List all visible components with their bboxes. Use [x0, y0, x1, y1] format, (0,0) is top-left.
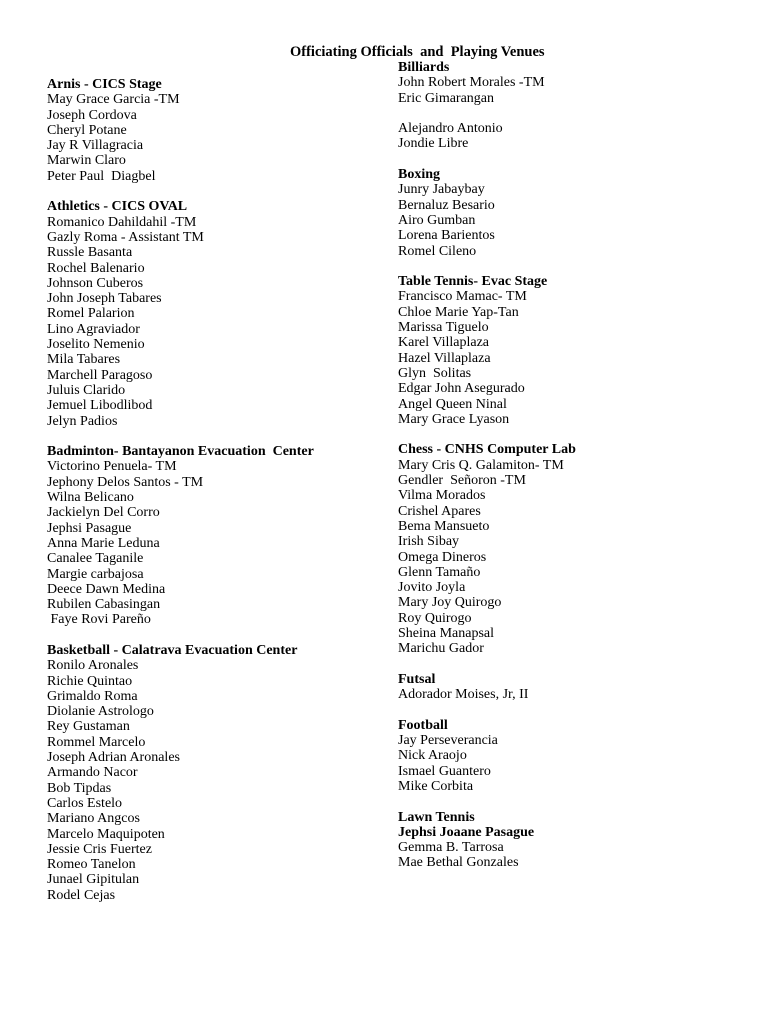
- official-name: Nick Araojo: [398, 748, 467, 764]
- official-name: Marwin Claro: [47, 153, 126, 169]
- official-name: Alejandro Antonio: [398, 121, 503, 137]
- official-name: Jovito Joyla: [398, 580, 466, 596]
- official-name: Joseph Cordova: [47, 107, 137, 123]
- official-name: Jelyn Padios: [47, 413, 118, 429]
- official-name: John Joseph Tabares: [47, 291, 162, 307]
- official-name: Rommel Marcelo: [47, 734, 146, 750]
- official-name: Jackielyn Del Corro: [47, 505, 160, 521]
- official-name: Jephsi Pasague: [47, 520, 132, 536]
- official-name: Richie Quintao: [47, 673, 133, 689]
- official-name: Angel Queen Ninal: [398, 396, 507, 412]
- official-name: Chloe Marie Yap-Tan: [398, 304, 519, 320]
- official-name: Joselito Nemenio: [47, 337, 145, 353]
- official-name: Marcelo Maquipoten: [47, 826, 165, 842]
- official-name: Bernaluz Besario: [398, 197, 495, 213]
- official-name: Deece Dawn Medina: [47, 581, 166, 597]
- official-name: Mariano Angcos: [47, 811, 140, 827]
- official-name: Johnson Cuberos: [47, 275, 144, 291]
- official-name: Hazel Villaplaza: [398, 350, 491, 366]
- official-name: Juluis Clarido: [47, 382, 126, 398]
- section-heading: Badminton- Bantayanon Evacuation Center: [47, 444, 314, 460]
- section-table-tennis: [398, 274, 758, 427]
- section-heading: Athletics - CICS OVAL: [47, 199, 188, 215]
- section-heading: Billiards: [398, 60, 450, 75]
- official-name: Mike Corbita: [398, 778, 474, 794]
- official-name: Sheina Manapsal: [398, 625, 495, 641]
- official-name: Carlos Estelo: [47, 795, 123, 811]
- official-name: Glyn Solitas: [398, 365, 472, 381]
- official-name: Lorena Barientos: [398, 228, 495, 244]
- section-chess: [398, 442, 758, 656]
- official-name: Cheryl Potane: [47, 122, 127, 138]
- section-heading: Lawn Tennis: [398, 809, 475, 825]
- left-column: [47, 77, 387, 918]
- section-heading: Futsal: [398, 671, 436, 687]
- official-name: Francisco Mamac- TM: [398, 289, 527, 305]
- official-name: Lino Agraviador: [47, 321, 140, 337]
- section-heading: Chess - CNHS Computer Lab: [398, 442, 576, 458]
- official-name: Armando Nacor: [47, 765, 138, 781]
- official-name: Mary Joy Quirogo: [398, 595, 502, 611]
- official-name: Jephony Delos Santos - TM: [47, 474, 204, 490]
- official-name: Mae Bethal Gonzales: [398, 855, 519, 871]
- official-name: Jay R Villagracia: [47, 138, 144, 154]
- official-name: Ronilo Aronales: [47, 658, 139, 674]
- official-name: John Robert Morales -TM: [398, 75, 545, 91]
- official-name: Gemma B. Tarrosa: [398, 840, 504, 856]
- official-name: Jondie Libre: [398, 136, 469, 152]
- official-name: Mary Cris Q. Galamiton- TM: [398, 457, 564, 473]
- right-column: [398, 60, 758, 886]
- official-name: Romanico Dahildahil -TM: [47, 214, 197, 230]
- official-name: Junael Gipitulan: [47, 872, 140, 888]
- official-name: Jessie Cris Fuertez: [47, 841, 152, 857]
- section-football: [398, 718, 758, 794]
- section-heading: Football: [398, 717, 448, 733]
- official-name: Glenn Tamaño: [398, 564, 481, 580]
- official-name: Irish Sibay: [398, 534, 460, 550]
- official-name: Wilna Belicano: [47, 490, 134, 506]
- section-arnis: [47, 77, 387, 184]
- official-name: Ismael Guantero: [398, 763, 491, 779]
- official-name: Mary Grace Lyason: [398, 411, 510, 427]
- official-name: Marichu Gador: [398, 641, 484, 657]
- official-name: Rochel Balenario: [47, 260, 145, 276]
- official-name: Diolanie Astrologo: [47, 704, 154, 720]
- section-basketball: [47, 643, 387, 903]
- section-heading: Table Tennis- Evac Stage: [398, 274, 548, 290]
- official-name: Rey Gustaman: [47, 719, 130, 735]
- official-name: Edgar John Asegurado: [398, 381, 525, 397]
- official-name: Margie carbajosa: [47, 566, 144, 582]
- official-name: May Grace Garcia -TM: [47, 92, 180, 108]
- page-title: Officiating Officials and Playing Venues: [290, 44, 545, 60]
- section-boxing: [398, 167, 758, 259]
- section-badminton: [47, 444, 387, 628]
- official-name: Russle Basanta: [47, 245, 133, 261]
- official-name: Bob Tipdas: [47, 780, 112, 796]
- official-name: Vilma Morados: [398, 488, 486, 504]
- official-name: Jemuel Libodlibod: [47, 398, 153, 414]
- official-name: Victorino Penuela- TM: [47, 459, 177, 475]
- official-name: Eric Gimarangan: [398, 90, 495, 106]
- official-name: Roy Quirogo: [398, 610, 472, 626]
- section-athletics: [47, 199, 387, 428]
- official-name: Gazly Roma - Assistant TM: [47, 229, 204, 245]
- official-name: Romel Palarion: [47, 306, 135, 322]
- official-name: Adorador Moises, Jr, II: [398, 687, 529, 703]
- official-name: Romel Cileno: [398, 243, 477, 259]
- section-heading: Basketball - Calatrava Evacuation Center: [47, 642, 298, 658]
- official-name: Jephsi Joaane Pasague: [398, 824, 535, 840]
- official-name: Anna Marie Leduna: [47, 535, 160, 551]
- official-name: Faye Rovi Pareño: [47, 612, 151, 628]
- official-name: Junry Jabaybay: [398, 182, 485, 198]
- blank-line: [398, 106, 758, 121]
- section-lawn-tennis: [398, 810, 758, 871]
- official-name: Peter Paul Diagbel: [47, 168, 156, 184]
- section-heading: Arnis - CICS Stage: [47, 77, 162, 92]
- official-name: Romeo Tanelon: [47, 857, 136, 873]
- official-name: Grimaldo Roma: [47, 688, 138, 704]
- official-name: Rubilen Cabasingan: [47, 597, 161, 613]
- official-name: Marissa Tiguelo: [398, 320, 489, 336]
- official-name: Mila Tabares: [47, 352, 121, 368]
- official-name: Airo Gumban: [398, 212, 476, 228]
- section-billiards: [398, 60, 758, 152]
- official-name: Karel Villaplaza: [398, 335, 490, 351]
- section-futsal: [398, 672, 758, 703]
- official-name: Marchell Paragoso: [47, 367, 153, 383]
- official-name: Gendler Señoron -TM: [398, 473, 526, 489]
- official-name: Rodel Cejas: [47, 887, 116, 903]
- official-name: Jay Perseverancia: [398, 733, 498, 749]
- official-name: Canalee Taganile: [47, 551, 144, 567]
- section-heading: Boxing: [398, 167, 441, 183]
- official-name: Bema Mansueto: [398, 518, 490, 534]
- official-name: Omega Dineros: [398, 549, 487, 565]
- official-name: Crishel Apares: [398, 503, 481, 519]
- official-name: Joseph Adrian Aronales: [47, 750, 180, 766]
